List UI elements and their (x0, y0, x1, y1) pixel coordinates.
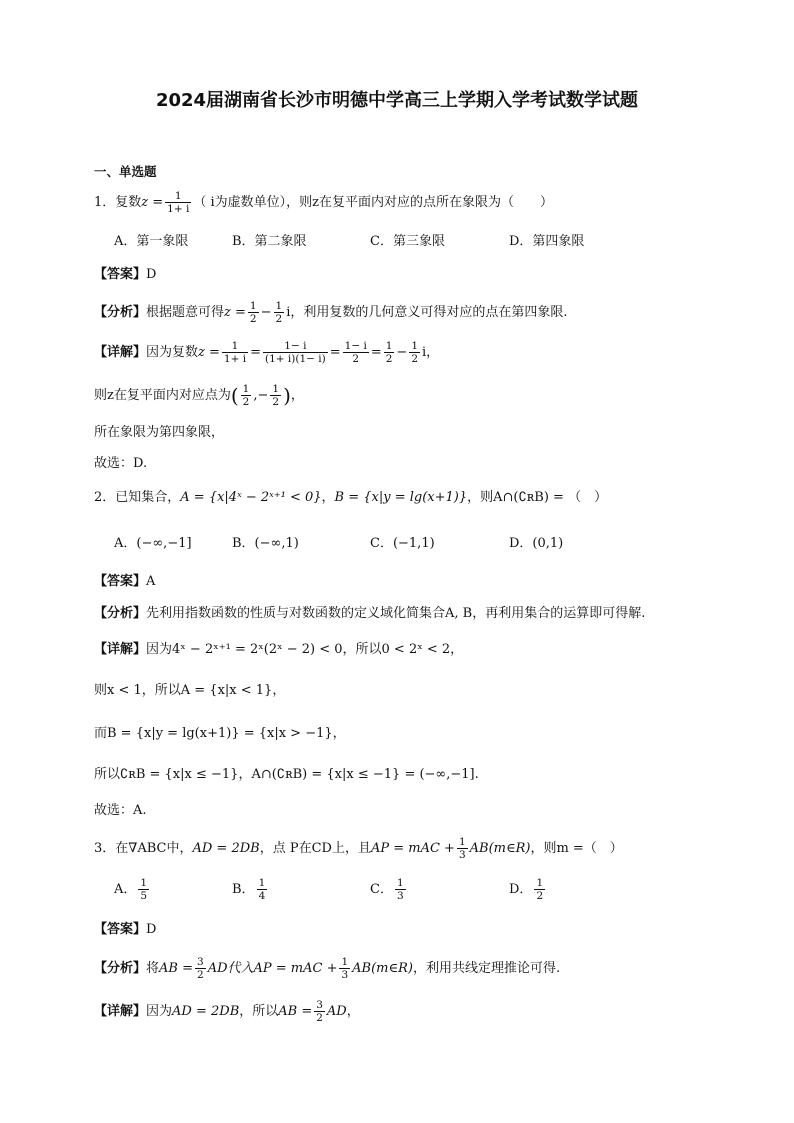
q2-analysis: 【分析】先利用指数函数的性质与对数函数的定义域化简集合A, B，再利用集合的运算即可得解. (94, 606, 646, 621)
q1-number-text: 1．复数 (94, 195, 142, 210)
q1-fraction: $\frac{1}{1+ i}$ (167, 190, 190, 215)
q3-stem: 3．在∇ABC中，AD = 2DB，点 P在CD上，且AP = mAC + $\frac{1}{3}$ AB(m∈R)，则m =（ ） (94, 836, 623, 861)
page-title: 2024届湖南省长沙市明德中学高三上学期入学考试数学试题 (155, 90, 639, 111)
q1-detail-line3: 所在象限为第四象限， (94, 425, 225, 440)
q2-option-c: C．(−1,1) (370, 536, 435, 551)
q1-analysis: 【分析】根据题意可得z = $\frac{1}{2}$ − $\frac{1}{2}$ i，利用复数的几何意义可得对应的点在第四象限. (94, 300, 568, 325)
q1-stem-tail: （ i为虚数单位），则z在复平面内对应的点所在象限为（ ） (193, 195, 553, 210)
section-heading: 一、单选题 (94, 164, 157, 179)
q2-detail-line2: 则x < 1，所以A = {x|x < 1}， (94, 683, 286, 698)
q2-option-b: B．(−∞,1) (232, 536, 299, 551)
q3-option-d: D． $\frac{1}{2}$ (509, 877, 544, 902)
q3-detail: 【详解】因为AD = 2DB，所以AB = $\frac{3}{2}$ AD， (94, 999, 360, 1024)
q3-analysis: 【分析】将AB = $\frac{3}{2}$ AD代入AP = mAC + $\frac{1}{3}$ AB(m∈R)，利用共线定理推论可得. (94, 956, 561, 981)
q2-detail-line5: 故选：A. (94, 803, 147, 818)
q3-option-b: B． $\frac{1}{4}$ (232, 877, 266, 902)
q2-detail-line4: 所以∁ʀB = {x|x ≤ −1}，A∩(∁ʀB) = {x|x ≤ −1} = (−∞,−1]. (94, 767, 479, 782)
q2-stem: 2．已知集合，A = {x|4ˣ − 2ˣ⁺¹ < 0}，B = {x|y = lg(x+1)}，则A∩(∁ʀB) = （ ） (94, 490, 608, 505)
q1-option-d: D．第四象限 (509, 234, 585, 249)
q3-option-a: A． $\frac{1}{5}$ (114, 877, 148, 902)
q2-option-d: D．(0,1) (509, 536, 564, 551)
q1-option-a: A．第一象限 (114, 234, 189, 249)
q3-option-c: C． $\frac{1}{3}$ (370, 877, 404, 902)
q1-detail-line2: 则z在复平面内对应点为( $\frac{1}{2}$ ,− $\frac{1}{2}$ )， (94, 383, 304, 408)
q3-answer: 【答案】D (94, 922, 157, 937)
q1-option-b: B．第二象限 (232, 234, 307, 249)
q2-detail: 【详解】因为4ˣ − 2ˣ⁺¹ = 2ˣ(2ˣ − 2) < 0，所以0 < 2ˣ < 2， (94, 642, 464, 657)
q1-stem (94, 190, 553, 215)
q2-option-a: A．(−∞,−1] (114, 536, 192, 551)
q1-detail-line4: 故选：D. (94, 456, 148, 471)
q2-answer: 【答案】A (94, 574, 156, 589)
q2-detail-line3: 而B = {x|y = lg(x+1)} = {x|x > −1}， (94, 726, 346, 741)
q1-option-c: C．第三象限 (370, 234, 445, 249)
q1-answer: 【答案】D (94, 267, 157, 282)
q1-z-eq: z = (141, 195, 164, 210)
q1-detail: 【详解】因为复数z = $\frac{1}{1+ i}$ = $\frac{1- i}{(1+ i)(1- i)}$ = $\frac{1- i}{2}$ = $\frac{1}{2}$ − $\frac{1}{2}$ i， (94, 340, 440, 365)
